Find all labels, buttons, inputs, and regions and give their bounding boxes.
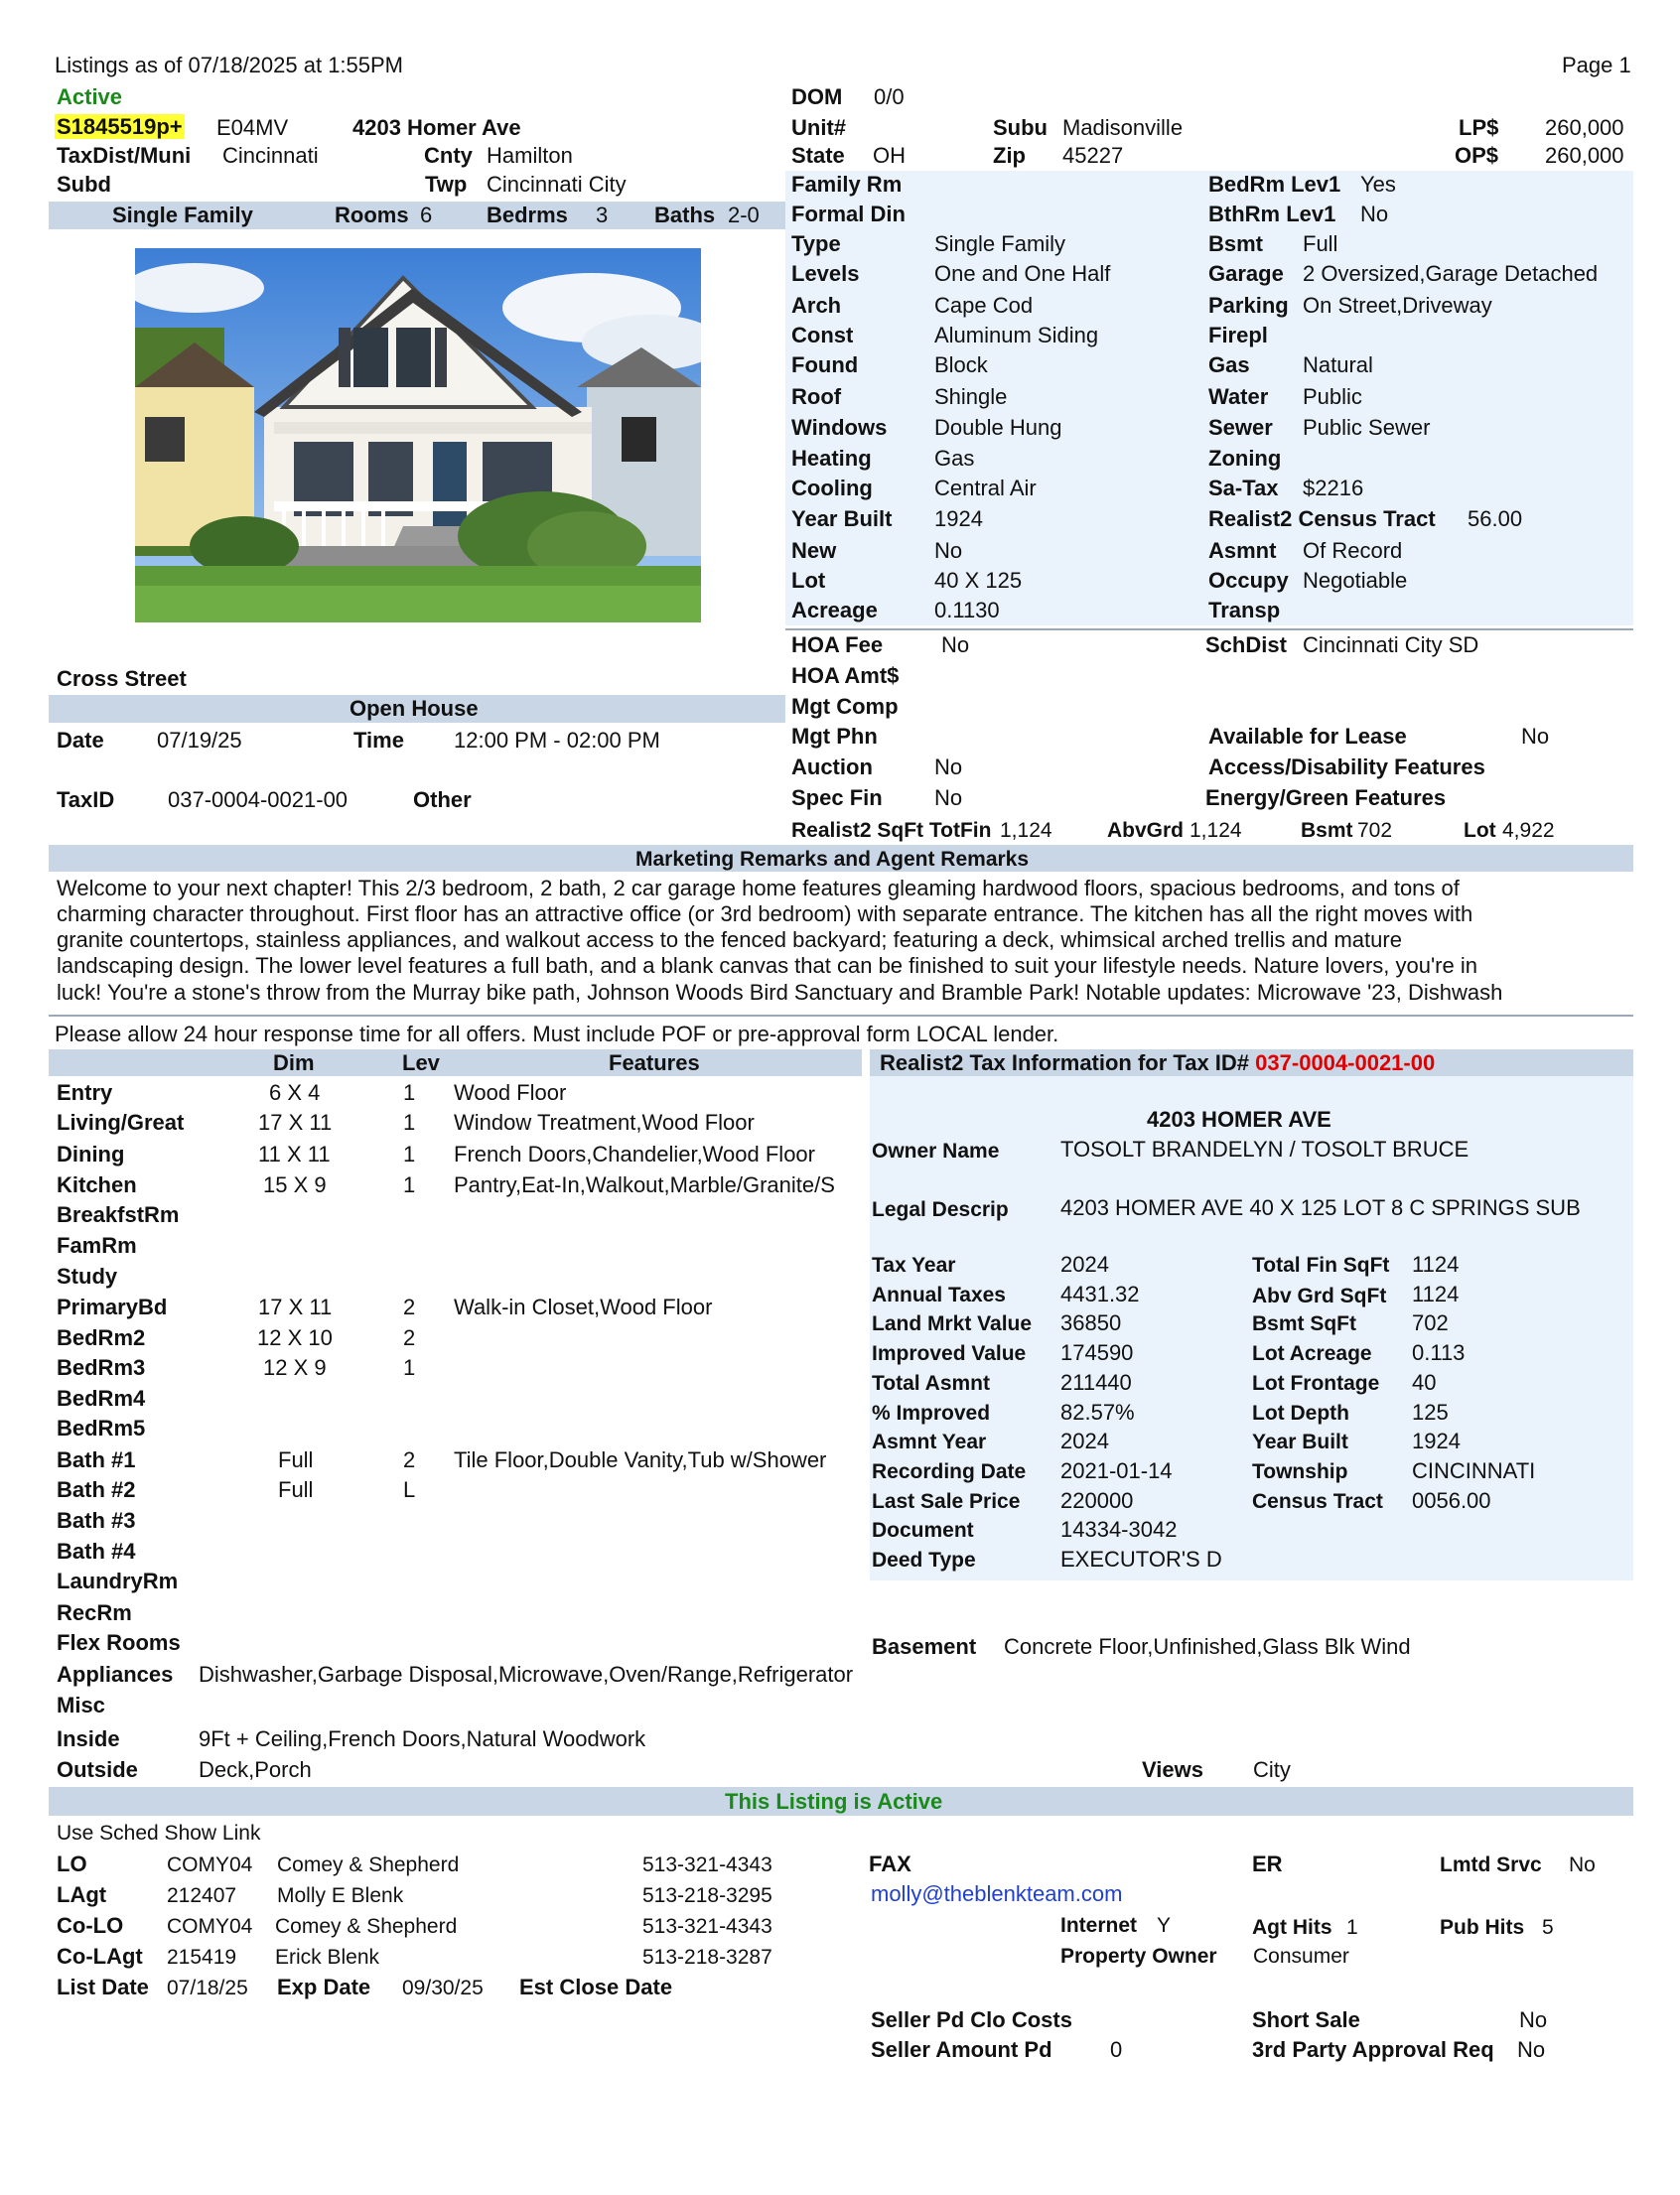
annual-taxes-value: 4431.32 [1060,1282,1140,1306]
basement-label: Basement [872,1634,977,1659]
room-dim: 17 X 11 [258,1295,333,1319]
last-sale-value: 220000 [1060,1488,1134,1513]
pct-improved-value: 82.57% [1060,1400,1135,1425]
open-house-title: Open House [350,696,479,721]
room-dim: 15 X 9 [263,1172,327,1197]
subd-label: Subd [57,172,111,197]
deed-type-value: EXECUTOR'S D [1060,1547,1222,1572]
rooms-label: Rooms [335,203,409,227]
pct-improved-label: % Improved [872,1402,991,1425]
tax-year-value: 2024 [1060,1252,1109,1277]
census-tract-label: Realist2 Census Tract [1208,506,1436,531]
bedrm-lev1-label: BedRm Lev1 [1208,172,1341,197]
owner-label: Owner Name [872,1140,1000,1163]
colagt-name: Erick Blenk [275,1946,380,1969]
twp-value: Cincinnati City [487,172,627,197]
levels-label: Levels [791,261,860,286]
baths-value: 2-0 [728,203,760,227]
total-asmnt-value: 211440 [1060,1370,1132,1395]
room-dim: 6 X 4 [269,1080,321,1105]
water-value: Public [1303,384,1362,409]
room-dim: 12 X 9 [263,1355,327,1380]
pub-hits-value: 5 [1542,1916,1554,1939]
room-dim: Full [278,1447,314,1472]
total-fin-sqft-value: 1124 [1412,1252,1460,1277]
state-label: State [791,143,845,168]
inside-value: 9Ft + Ceiling,French Doors,Natural Woodwork [199,1726,646,1751]
asmnt-value: Of Record [1303,538,1403,563]
baths-label: Baths [654,203,716,227]
remarks-line: Welcome to your next chapter! This 2/3 bedroom, 2 bath, 2 car garage home features gleaming hardwood floors, spacious bedrooms, and tons of [57,876,1460,900]
recording-date-label: Recording Date [872,1460,1027,1483]
arch-label: Arch [791,293,842,318]
colo-label: Co-LO [57,1913,124,1938]
active-banner: This Listing is Active [725,1789,943,1814]
formal-din-label: Formal Din [791,202,906,226]
colo-name: Comey & Shepherd [275,1915,458,1938]
est-close-label: Est Close Date [519,1975,673,1999]
mgt-phn-label: Mgt Phn [791,724,878,749]
third-party-label: 3rd Party Approval Req [1252,2037,1494,2062]
twp-label: Twp [425,172,468,197]
outside-label: Outside [57,1757,138,1782]
oh-time-label: Time [353,728,404,753]
agent-remarks: Please allow 24 hour response time for all offers. Must include POF or pre-approval form LOCAL lender. [55,1022,1059,1046]
sqft-bsmt: 702 [1357,819,1393,842]
exp-date-value: 09/30/25 [402,1977,484,1999]
bedrms-value: 3 [596,203,609,227]
room-name: BreakfstRm [57,1202,180,1227]
room-lev: L [403,1477,416,1502]
remarks-title: Marketing Remarks and Agent Remarks [635,848,1030,871]
firepl-label: Firepl [1208,323,1268,347]
remarks-line: charming character throughout. First floor has an attractive office (or 3rd bedroom) with separate entrance. The kitchen has all the right moves with [57,901,1473,926]
room-name: BedRm4 [57,1386,146,1411]
appliances-label: Appliances [57,1662,174,1687]
parking-label: Parking [1208,293,1289,318]
zoning-label: Zoning [1208,446,1282,471]
room-lev: 2 [403,1325,416,1350]
room-name: Bath #3 [57,1508,136,1533]
roof-value: Shingle [934,384,1008,409]
room-name: Dining [57,1142,125,1166]
room-name: Bath #4 [57,1539,136,1564]
mls-number-text: S1845519p+ [57,114,183,139]
lot-acreage-value: 0.113 [1412,1340,1466,1365]
room-lev: 2 [403,1295,416,1319]
room-name: LaundryRm [57,1569,179,1593]
bsmt-label: Bsmt [1208,231,1264,256]
lp-label: LP$ [1459,115,1499,140]
deed-type-label: Deed Type [872,1549,976,1572]
arch-value: Cape Cod [934,293,1034,318]
page-number: Page 1 [1562,53,1631,77]
cross-street-label: Cross Street [57,666,187,691]
taxid-value: 037-0004-0021-00 [168,787,349,812]
room-features: French Doors,Chandelier,Wood Floor [454,1142,815,1166]
bedrm-lev1-value: Yes [1360,172,1396,197]
schdist-label: SchDist [1205,632,1287,657]
colagt-phone: 513-218-3287 [642,1946,772,1969]
state-value: OH [873,143,906,168]
sa-tax-value: $2216 [1303,476,1364,500]
parking-value: On Street,Driveway [1303,293,1492,318]
bsmt-value: Full [1303,231,1338,256]
taxid-label: TaxID [57,787,115,812]
subu-label: Subu [993,115,1048,140]
total-fin-sqft-label: Total Fin SqFt [1252,1254,1390,1277]
legal-label: Legal Descrip [872,1198,1009,1221]
roof-label: Roof [791,384,842,409]
other-label: Other [413,787,472,812]
listings-as-of: Listings as of 07/18/2025 at 1:55PM [55,53,404,77]
er-label: ER [1252,1852,1283,1876]
tax-year-built-label: Year Built [1252,1431,1348,1453]
property-owner-label: Property Owner [1060,1945,1217,1968]
sewer-value: Public Sewer [1303,415,1431,440]
bsmt-sqft-label: Bsmt SqFt [1252,1312,1356,1335]
room-features: Tile Floor,Double Vanity,Tub w/Shower [454,1447,827,1472]
new-label: New [791,538,837,563]
tax-id-value: 037-0004-0021-00 [1255,1050,1436,1075]
const-label: Const [791,323,854,347]
heating-label: Heating [791,446,872,471]
levels-value: One and One Half [934,261,1111,286]
remarks-line: luck! You're a stone's throw from the Murray bike path, Johnson Woods Bird Sanctuary and Bramble Park! Notable updates: Microwave '23, Dishwash [57,980,1503,1005]
lp-value: 260,000 [1545,115,1624,140]
census-tract-value: 56.00 [1468,506,1523,531]
property-type: Single Family [112,203,253,227]
sewer-label: Sewer [1208,415,1273,440]
room-features: Wood Floor [454,1080,567,1105]
details-divider [785,628,1633,630]
rooms-value: 6 [420,203,433,227]
fax-label: FAX [869,1852,911,1876]
bthrm-lev1-value: No [1360,202,1389,226]
annual-taxes-label: Annual Taxes [872,1284,1006,1306]
oh-date-value: 07/19/25 [157,728,242,753]
bthrm-lev1-label: BthRm Lev1 [1208,202,1336,226]
agent-email-link[interactable]: molly@theblenkteam.com [871,1881,1123,1906]
legal-value: 4203 HOMER AVE 40 X 125 LOT 8 C SPRINGS SUB [1060,1195,1581,1220]
cooling-label: Cooling [791,476,873,500]
room-name: Flex Rooms [57,1630,181,1655]
sqft-abv-label: AbvGrd [1107,819,1185,842]
room-name: FamRm [57,1233,137,1258]
room-name: PrimaryBd [57,1295,168,1319]
land-value-value: 36850 [1060,1310,1122,1335]
township-label: Township [1252,1460,1348,1483]
gas-label: Gas [1208,352,1250,377]
area-code: E04MV [216,115,289,140]
tax-title [880,1051,1435,1075]
spec-fin-label: Spec Fin [791,785,883,810]
document-label: Document [872,1519,974,1542]
lot-value: 40 X 125 [934,568,1023,593]
list-date-label: List Date [57,1975,149,1999]
improved-value-value: 174590 [1060,1340,1134,1365]
sched-show-link[interactable]: Use Sched Show Link [57,1822,261,1845]
access-label: Access/Disability Features [1208,755,1485,779]
remarks-line: granite countertops, stainless appliances, and walkout access to the fenced backyard; featuring a deck, whimsical arched trellis and mature [57,927,1402,952]
tax-address: 4203 HOMER AVE [1147,1107,1331,1132]
views-value: City [1253,1757,1291,1782]
lot-depth-label: Lot Depth [1252,1402,1349,1425]
room-name: BedRm5 [57,1416,146,1440]
internet-value: Y [1157,1914,1172,1937]
room-name: Bath #2 [57,1477,136,1502]
taxdist-value: Cincinnati [222,143,319,168]
room-name: Living/Great [57,1110,185,1135]
windows-label: Windows [791,415,888,440]
found-value: Block [934,352,988,377]
dom-value: 0/0 [874,84,905,109]
hoa-fee-label: HOA Fee [791,632,884,657]
room-lev: 1 [403,1142,416,1166]
room-features: Pantry,Eat-In,Walkout,Marble/Granite/S [454,1172,835,1197]
zip-label: Zip [993,143,1026,168]
room-dim: Full [278,1477,314,1502]
room-dim: 12 X 10 [257,1325,333,1350]
appliances-value: Dishwasher,Garbage Disposal,Microwave,Oven/Range,Refrigerator [199,1662,854,1687]
sqft-totfin: 1,124 [1000,819,1052,842]
hoa-fee-value: No [941,632,970,657]
short-sale-value: No [1519,2007,1548,2032]
owner-value: TOSOLT BRANDELYN / TOSOLT BRUCE [1060,1137,1470,1162]
township-value: CINCINNATI [1412,1458,1536,1483]
lo-name: Comey & Shepherd [277,1853,460,1876]
lot-frontage-value: 40 [1412,1370,1437,1395]
basement-value: Concrete Floor,Unfinished,Glass Blk Wind [1004,1634,1411,1659]
cnty-label: Cnty [424,143,473,168]
property-owner-value: Consumer [1253,1945,1349,1968]
outside-value: Deck,Porch [199,1757,312,1782]
dom-label: DOM [791,84,843,109]
new-value: No [934,538,963,563]
remarks-line: landscaping design. The lower level features a full bath, and a blank canvas that can be finished to suit your lifestyle needs. Nature lovers, you're in [57,953,1477,978]
asmnt-year-label: Asmnt Year [872,1431,987,1453]
lot-label: Lot [791,568,826,593]
occupy-value: Negotiable [1303,568,1408,593]
room-lev: 2 [403,1447,416,1472]
windows-value: Double Hung [934,415,1062,440]
recording-date-value: 2021-01-14 [1060,1458,1173,1483]
abv-grd-sqft-value: 1124 [1412,1282,1460,1306]
tax-title-text: Realist2 Tax Information for Tax ID# [880,1050,1250,1075]
auction-label: Auction [791,755,873,779]
room-dim: 17 X 11 [258,1110,333,1135]
zip-value: 45227 [1062,143,1124,168]
seller-amt-label: Seller Amount Pd [871,2037,1052,2062]
third-party-value: No [1517,2037,1546,2062]
energy-label: Energy/Green Features [1205,785,1447,810]
heating-value: Gas [934,446,975,471]
tax-year-built-value: 1924 [1412,1429,1461,1453]
short-sale-label: Short Sale [1252,2007,1360,2032]
unit-label: Unit# [791,115,846,140]
lmtd-srvc-value: No [1569,1853,1596,1876]
tax-year-label: Tax Year [872,1254,956,1277]
agt-hits-value: 1 [1346,1916,1358,1939]
garage-value: 2 Oversized,Garage Detached [1303,261,1599,286]
bedrms-label: Bedrms [487,203,568,227]
auction-value: No [934,755,963,779]
last-sale-label: Last Sale Price [872,1490,1021,1513]
room-lev: 1 [403,1355,416,1380]
lagt-label: LAgt [57,1882,107,1907]
lot-depth-value: 125 [1412,1400,1449,1425]
oh-time-value: 12:00 PM - 02:00 PM [454,728,660,753]
family-rm-label: Family Rm [791,172,903,197]
year-built-value: 1924 [934,506,983,531]
op-value: 260,000 [1545,143,1624,168]
room-name: BedRm3 [57,1355,146,1380]
sqft-lot: 4,922 [1502,819,1555,842]
gas-value: Natural [1303,352,1373,377]
room-name: Entry [57,1080,113,1105]
address: 4203 Homer Ave [352,115,521,140]
features-header: Features [609,1050,700,1075]
lo-label: LO [57,1852,87,1876]
tax-census-tract-label: Census Tract [1252,1490,1383,1513]
op-label: OP$ [1455,143,1499,168]
lagt-phone: 513-218-3295 [642,1884,772,1907]
misc-label: Misc [57,1693,105,1717]
lease-value: No [1521,724,1550,749]
room-lev: 1 [403,1172,416,1197]
sqft-bsmt-label: Bsmt [1301,819,1353,842]
status-label: Active [57,84,123,109]
taxdist-label: TaxDist/Muni [57,143,192,168]
seller-clo-label: Seller Pd Clo Costs [871,2007,1072,2032]
type-value: Single Family [934,231,1066,256]
agt-hits-label: Agt Hits [1252,1916,1332,1939]
views-label: Views [1142,1757,1203,1782]
total-asmnt-label: Total Asmnt [872,1372,990,1395]
seller-amt-value: 0 [1110,2037,1123,2062]
sa-tax-label: Sa-Tax [1208,476,1279,500]
lease-label: Available for Lease [1208,724,1407,749]
abv-grd-sqft-label: Abv Grd SqFt [1252,1285,1387,1307]
colagt-id: 215419 [167,1946,237,1969]
internet-label: Internet [1060,1914,1138,1937]
colo-id: COMY04 [167,1915,253,1938]
lot-acreage-label: Lot Acreage [1252,1342,1372,1365]
tax-census-tract-value: 0056.00 [1412,1488,1491,1513]
sqft-label: Realist2 SqFt TotFin [791,819,992,842]
water-label: Water [1208,384,1269,409]
schdist-value: Cincinnati City SD [1303,632,1479,657]
found-label: Found [791,352,859,377]
lot-frontage-label: Lot Frontage [1252,1372,1380,1395]
exp-date-label: Exp Date [277,1975,371,1999]
sqft-abv: 1,124 [1190,819,1242,842]
asmnt-label: Asmnt [1208,538,1277,563]
room-features: Walk-in Closet,Wood Floor [454,1295,713,1319]
oh-date-label: Date [57,728,104,753]
occupy-label: Occupy [1208,568,1289,593]
room-name: Study [57,1264,118,1289]
bsmt-sqft-value: 702 [1412,1310,1449,1335]
asmnt-year-value: 2024 [1060,1429,1109,1453]
colagt-label: Co-LAgt [57,1944,143,1969]
hoa-amt-label: HOA Amt$ [791,663,900,688]
room-lev: 1 [403,1080,416,1105]
document-value: 14334-3042 [1060,1517,1178,1542]
room-lev: 1 [403,1110,416,1135]
garage-label: Garage [1208,261,1284,286]
room-dim: 11 X 11 [258,1142,331,1166]
lmtd-srvc-label: Lmtd Srvc [1440,1853,1542,1876]
cnty-value: Hamilton [487,143,573,168]
pub-hits-label: Pub Hits [1440,1916,1525,1939]
list-date-value: 07/18/25 [167,1977,248,1999]
colo-phone: 513-321-4343 [642,1915,772,1938]
spec-fin-value: No [934,785,963,810]
type-label: Type [791,231,841,256]
cooling-value: Central Air [934,476,1037,500]
room-name: Bath #1 [57,1447,136,1472]
room-name: RecRm [57,1600,132,1625]
lo-phone: 513-321-4343 [642,1853,772,1876]
inside-label: Inside [57,1726,120,1751]
acreage-value: 0.1130 [934,598,1000,622]
room-features: Window Treatment,Wood Floor [454,1110,755,1135]
dim-header: Dim [273,1050,315,1075]
acreage-label: Acreage [791,598,878,622]
lo-id: COMY04 [167,1853,253,1876]
lagt-id: 212407 [167,1884,237,1907]
sqft-lot-label: Lot [1464,819,1496,842]
subu-value: Madisonville [1062,115,1184,140]
lev-header: Lev [402,1050,440,1075]
transp-label: Transp [1208,598,1281,622]
room-name: BedRm2 [57,1325,146,1350]
lagt-name: Molly E Blenk [277,1884,404,1907]
land-value-label: Land Mrkt Value [872,1312,1033,1335]
mgt-comp-label: Mgt Comp [791,694,899,719]
year-built-label: Year Built [791,506,893,531]
const-value: Aluminum Siding [934,323,1099,347]
improved-value-label: Improved Value [872,1342,1027,1365]
room-name: Kitchen [57,1172,137,1197]
